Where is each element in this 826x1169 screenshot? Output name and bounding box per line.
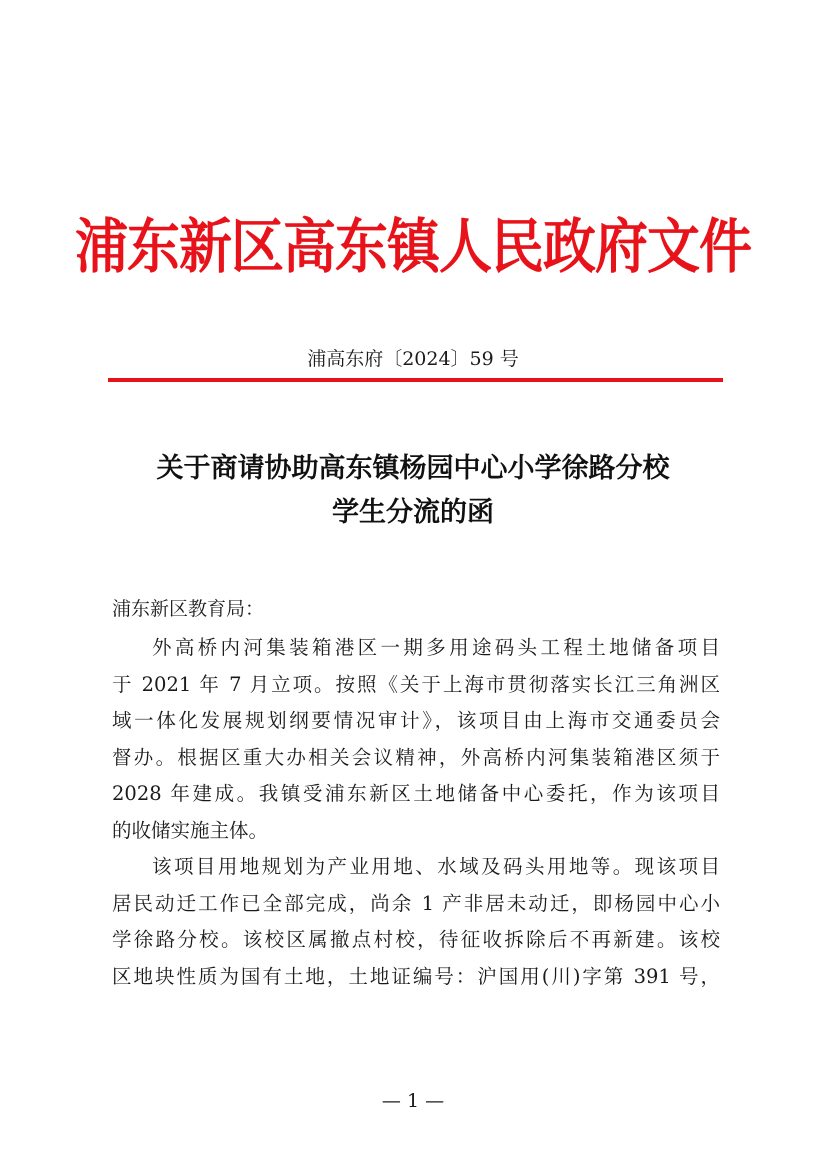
document-number: 浦高东府〔2024〕59 号 [307, 348, 519, 370]
paragraph-line: 该项目用地规划为产业用地、水域及码头用地等。现该项目 [152, 855, 720, 878]
document-title-line-1: 关于商请协助高东镇杨园中心小学徐路分校 [156, 453, 670, 484]
paragraph-line: 域一体化发展规划纲要情况审计》，该项目由上海市交通委员会 [112, 709, 720, 732]
paragraph-line: 区地块性质为国有土地，土地证编号：沪国用(川)字第 391 号， [112, 964, 720, 988]
document-title [100, 447, 726, 535]
page-number: — 1 — [381, 1090, 445, 1112]
paragraph-line: 外高桥内河集装箱港区一期多用途码头工程土地储备项目 [152, 636, 720, 659]
paragraph-1 [112, 630, 720, 849]
body-text [112, 630, 720, 995]
paragraph-line: 督办。根据区重大办相关会议精神，外高桥内河集装箱港区须于 [112, 745, 720, 769]
paragraph-line: 学徐路分校。该校区属撤点村校，待征收拆除后不再新建。该校 [112, 928, 720, 951]
red-divider-rule [108, 378, 723, 382]
document-title-line-2: 学生分流的函 [332, 497, 494, 528]
paragraph-line: 居民动迁工作已全部完成，尚余 1 产非居未动迁，即杨园中心小 [112, 891, 720, 915]
paragraph-line: 2028 年建成。我镇受浦东新区土地储备中心委托，作为该项目 [112, 782, 720, 805]
paragraph-line: 的收储实施主体。 [112, 818, 269, 842]
paragraph-line: 于 2021 年 7 月立项。按照《关于上海市贯彻落实长江三角洲区 [112, 672, 720, 696]
masthead-title: 浦东新区高东镇人民政府文件 [75, 212, 751, 282]
salutation: 浦东新区教育局： [112, 598, 265, 620]
paragraph-2 [112, 849, 720, 995]
